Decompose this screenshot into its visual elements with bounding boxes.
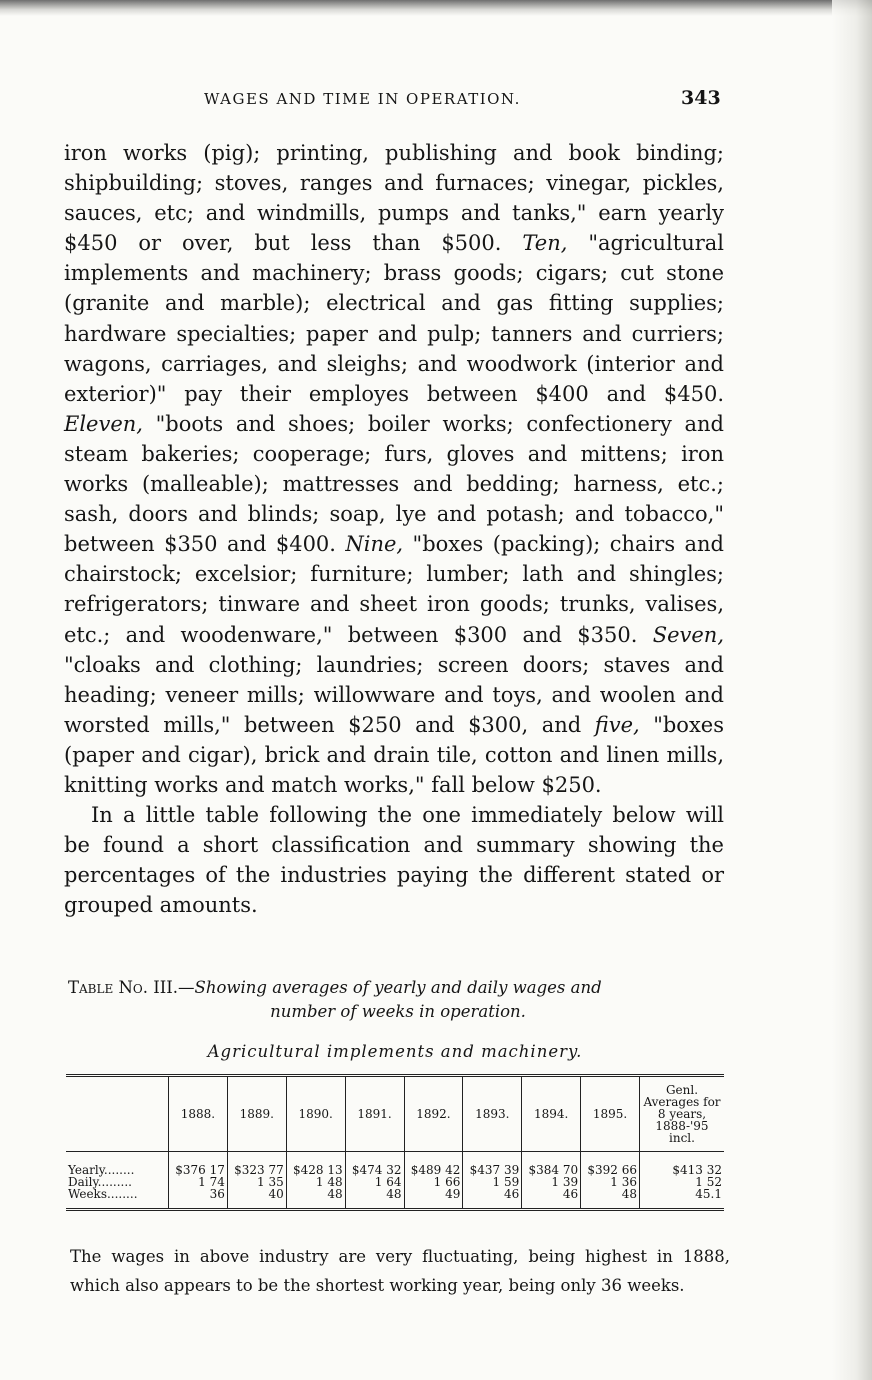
footnote: The wages in above industry are very fluctuating, being highest in 1888, which also appears to be the shortest working year, being only 36 weeks. [70, 1247, 730, 1295]
table-cell [227, 1152, 286, 1210]
yearly-value: $376 17 [175, 1163, 225, 1177]
yearly-value: $413 32 [672, 1163, 722, 1177]
header-year: 1894. [522, 1076, 581, 1152]
table-caption [68, 976, 728, 1024]
weeks-value: 48 [621, 1187, 637, 1201]
row-label-daily: Daily......... [68, 1175, 132, 1189]
text-run: "agricultural implements and machinery; brass goods; cigars; cut stone (granite and marble); electrical and gas fitting supplies; hardware specialties; paper and pulp; tanners and curriers; wagons, carriages, and sleighs; and woodwork (interior and exterior)" pay their employes between $400 and $450. [64, 231, 724, 406]
header-general-average: Genl. Averages for 8 years, 1888-'95 incl. [640, 1076, 725, 1152]
table-caption-text: —Showing averages of yearly and daily wages and [178, 978, 602, 997]
weeks-value: 40 [268, 1187, 284, 1201]
table-cell [345, 1152, 404, 1210]
yearly-value: $437 39 [469, 1163, 520, 1177]
weeks-value: 45.1 [695, 1187, 722, 1201]
table-caption-text-line2: number of weeks in operation. [270, 1002, 526, 1021]
table-caption-label: Table No. III. [68, 978, 179, 997]
daily-value: 1 66 [433, 1175, 461, 1189]
header-year: 1888. [169, 1076, 228, 1152]
header-year: 1892. [404, 1076, 463, 1152]
italic-numeral: five, [594, 712, 640, 737]
header-year: 1893. [463, 1076, 522, 1152]
italic-numeral: Ten, [522, 231, 568, 256]
row-label-weeks: Weeks........ [68, 1187, 138, 1201]
page-number: 343 [681, 87, 721, 109]
weeks-value: 36 [209, 1187, 225, 1201]
table-cell [463, 1152, 522, 1210]
text-run: "cloaks and clothing; laundries; screen doors; staves and heading; veneer mills; willowware and toys, and woolen and worsted mills," between $250 and $300, and [64, 652, 724, 737]
italic-numeral: Seven, [652, 622, 724, 647]
weeks-value: 48 [386, 1187, 402, 1201]
table-cell [169, 1152, 228, 1210]
body-text [64, 138, 724, 920]
header-year: 1889. [227, 1076, 286, 1152]
weeks-value: 49 [445, 1187, 461, 1201]
weeks-value: 46 [503, 1187, 520, 1201]
text-run: "boxes (packing); chairs and chairstock; excelsior; furniture; lumber; lath and shingles; refrigerators; tinware and sheet iron goods; trunks, valises, etc.; and woodenware," between $300 and $350. [64, 532, 724, 647]
yearly-value: $392 66 [587, 1163, 637, 1177]
paragraph-1 [64, 138, 724, 800]
table-header-row [66, 1076, 724, 1152]
table-cell [404, 1152, 463, 1210]
text-run: "boxes (paper and cigar), brick and drain tile, cotton and linen mills, knitting works and match works," fall below $250. [64, 712, 724, 797]
daily-value: 1 74 [198, 1175, 225, 1189]
header-blank-cell [66, 1076, 169, 1152]
italic-numeral: Eleven, [64, 411, 143, 436]
text-run: "boots and shoes; boiler works; confectionery and steam bakeries; cooperage; furs, gloves and mittens; iron works (malleable); mattresses and bedding; harness, etc.; sash, doors and blinds; soap, lye and potash; and tobacco," between $350 and $400. [64, 411, 724, 557]
italic-numeral: Nine, [345, 532, 404, 557]
daily-value: 1 48 [315, 1175, 343, 1189]
yearly-value: $428 13 [293, 1163, 343, 1177]
table-subtitle: Agricultural implements and machinery. [207, 1042, 583, 1061]
row-labels-cell [66, 1152, 169, 1210]
daily-value: 1 36 [610, 1175, 637, 1189]
row-label-yearly: Yearly........ [68, 1163, 135, 1177]
daily-value: 1 39 [551, 1175, 579, 1189]
daily-value: 1 35 [257, 1175, 284, 1189]
yearly-value: $323 77 [234, 1163, 284, 1177]
scan-edge-top [0, 0, 872, 16]
header-year: 1890. [286, 1076, 345, 1152]
running-head: WAGES AND TIME IN OPERATION. [204, 90, 521, 108]
daily-value: 1 64 [374, 1175, 402, 1189]
text-run: iron works (pig); printing, publishing and book binding; shipbuilding; stoves, ranges and furnaces; vinegar, pickles, sauces, etc; and windmills, pumps and tanks," earn yearly $450 or over, but less than $500. [64, 141, 724, 256]
header-year: 1891. [345, 1076, 404, 1152]
scan-edge-right [832, 0, 872, 1380]
paragraph-2: In a little table following the one immediately below will be found a short classification and summary showing the percentages of the industries paying the different stated or grouped amounts. [64, 803, 724, 918]
daily-value: 1 52 [695, 1175, 722, 1189]
daily-value: 1 59 [492, 1175, 520, 1189]
yearly-value: $384 70 [528, 1163, 579, 1177]
table-row [66, 1152, 724, 1210]
header-year: 1895. [581, 1076, 640, 1152]
yearly-value: $489 42 [410, 1163, 461, 1177]
wages-table [66, 1074, 724, 1211]
table-cell [581, 1152, 640, 1210]
table-cell [286, 1152, 345, 1210]
yearly-value: $474 32 [351, 1163, 402, 1177]
table-cell [640, 1152, 725, 1210]
weeks-value: 46 [562, 1187, 579, 1201]
table-cell [522, 1152, 581, 1210]
weeks-value: 48 [327, 1187, 343, 1201]
